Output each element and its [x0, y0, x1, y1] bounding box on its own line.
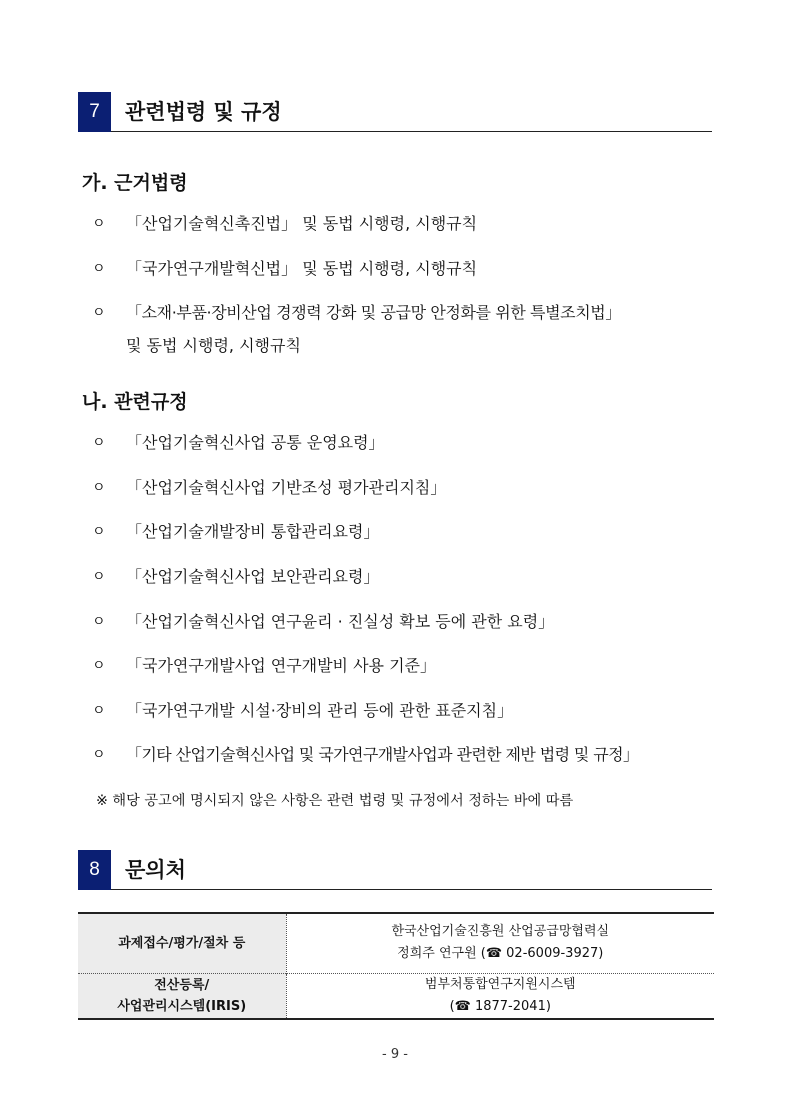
section-8-number: 8	[78, 850, 111, 890]
contact-label-line1: 전산등록/	[154, 977, 210, 993]
contact-system: 범부처통합연구지원시스템	[424, 976, 576, 992]
bullet-icon: ㅇ	[92, 480, 106, 496]
list-item-text: 「국가연구개발사업 연구개발비 사용 기준」	[126, 656, 437, 675]
bullet-icon: ㅇ	[92, 261, 106, 277]
contact-label-line2: 사업관리시스템(IRIS)	[117, 998, 247, 1014]
list-item-text: 「산업기술혁신사업 보안관리요령」	[126, 567, 380, 586]
contact-table	[78, 912, 714, 1020]
list-item-text: 「국가연구개발 시설·장비의 관리 등에 관한 표준지침」	[126, 701, 514, 720]
list-item-text: 「산업기술혁신사업 공통 운영요령」	[126, 433, 385, 452]
section-7-number: 7	[78, 92, 111, 132]
list-item-text: 「소재·부품·장비산업 경쟁력 강화 및 공급망 안정화를 위한 특별조치법」	[126, 303, 621, 322]
bullet-icon: ㅇ	[92, 216, 106, 232]
bullet-icon: ㅇ	[92, 569, 106, 585]
bullet-icon: ㅇ	[92, 614, 106, 630]
subsection-legal-basis-title: 가. 근거법령	[82, 172, 188, 194]
table-row	[78, 913, 714, 973]
contact-label: 과제접수/평가/절차 등	[118, 935, 246, 951]
list-item-text-continued: 및 동법 시행령, 시행규칙	[126, 336, 301, 355]
section-8-title: 문의처	[125, 858, 186, 882]
bullet-icon: ㅇ	[92, 658, 106, 674]
list-item-text: 「산업기술혁신사업 연구윤리 · 진실성 확보 등에 관한 요령」	[126, 612, 555, 631]
bullet-icon: ㅇ	[92, 703, 106, 719]
subsection-related-rules-title: 나. 관련규정	[82, 391, 188, 413]
list-item-text: 「산업기술혁신촉진법」 및 동법 시행령, 시행규칙	[126, 214, 478, 233]
contact-phone: (☎ 1877-2041)	[449, 998, 551, 1014]
bullet-icon: ㅇ	[92, 747, 106, 763]
table-row-label	[78, 973, 286, 1019]
list-item-text: 「산업기술개발장비 통합관리요령」	[126, 522, 380, 541]
contact-org: 한국산업기술진흥원 산업공급망협력실	[391, 924, 610, 940]
list-item-text: 「산업기술혁신사업 기반조성 평가관리지침」	[126, 478, 447, 497]
table-row-value	[286, 913, 714, 973]
page-number: - 9 -	[382, 1047, 408, 1062]
footnote: ※ 해당 공고에 명시되지 않은 사항은 관련 법령 및 규정에서 정하는 바에 따름	[96, 793, 574, 809]
list-item-text: 「국가연구개발혁신법」 및 동법 시행령, 시행규칙	[126, 259, 478, 278]
bullet-icon: ㅇ	[92, 305, 106, 321]
list-item-text: 「기타 산업기술혁신사업 및 국가연구개발사업과 관련한 제반 법령 및 규정」	[126, 745, 639, 764]
bullet-icon: ㅇ	[92, 524, 106, 540]
table-row	[78, 973, 714, 1019]
section-7-header	[78, 92, 712, 132]
table-row-label	[78, 913, 286, 973]
bullet-icon: ㅇ	[92, 435, 106, 451]
table-row-value	[286, 973, 714, 1019]
section-7-title: 관련법령 및 규정	[125, 100, 282, 124]
contact-person-phone: 정희주 연구원 (☎ 02-6009-3927)	[397, 946, 604, 962]
section-8-header	[78, 850, 712, 890]
